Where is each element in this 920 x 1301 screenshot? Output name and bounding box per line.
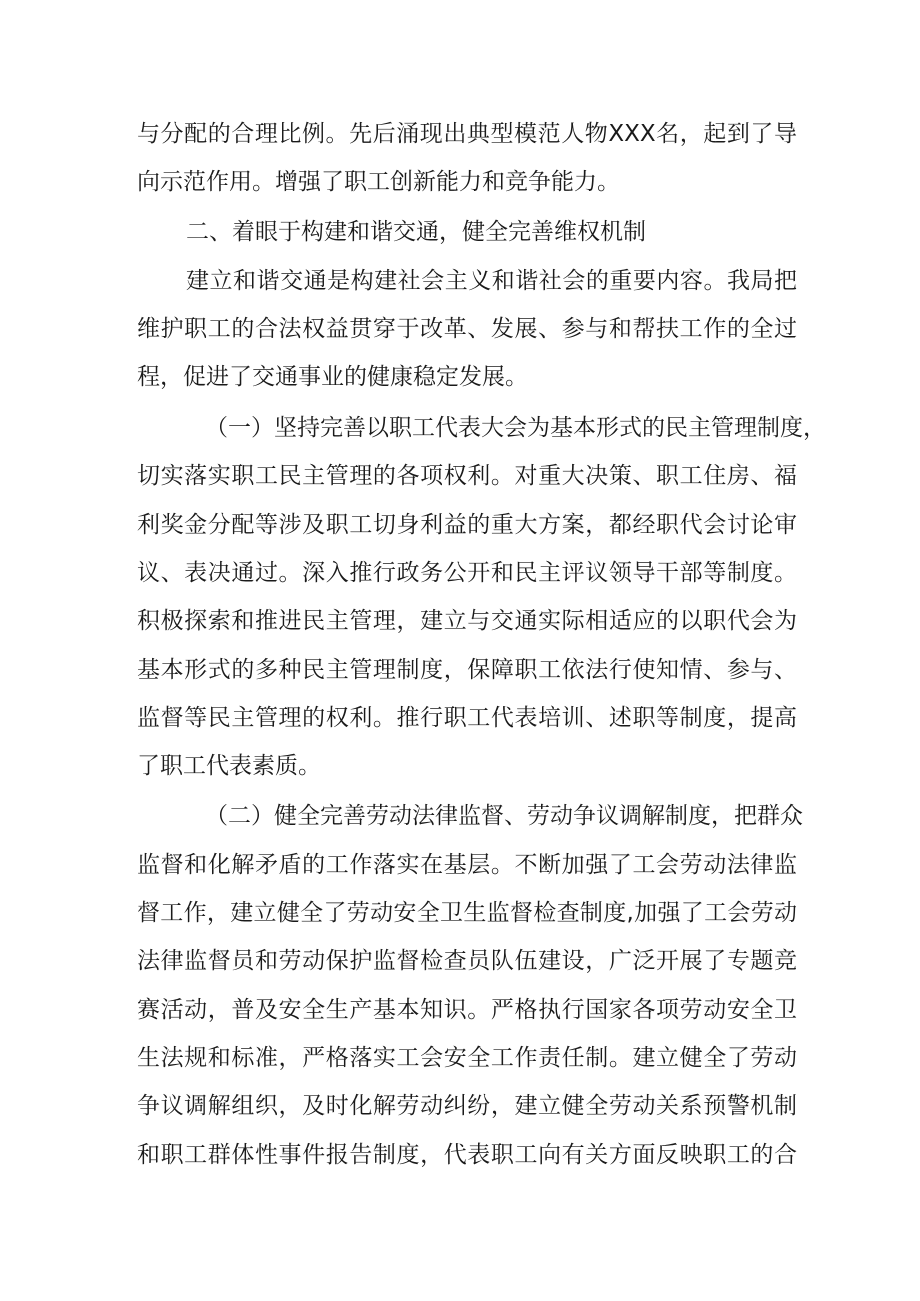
- text-line: 了职工代表素质。: [137, 753, 321, 779]
- text-line: 建立和谐交通是构建社会主义和谐社会的重要内容。我局把: [186, 268, 797, 294]
- text-line: 基本形式的多种民主管理制度，保障职工依法行使知情、参与、: [137, 657, 797, 683]
- text-line: 监督等民主管理的权利。推行职工代表培训、述职等制度，提高: [137, 705, 797, 731]
- text-line: 监督和化解矛盾的工作落实在基层。不断加强了工会劳动法律监: [137, 852, 797, 878]
- text-line: 利奖金分配等涉及职工切身利益的重大方案，都经职代会讨论审: [137, 512, 797, 538]
- section-heading: 二、着眼于构建和谐交通，健全完善维权机制: [186, 219, 646, 245]
- text-line: 切实落实职工民主管理的各项权利。对重大决策、职工住房、福: [137, 463, 797, 489]
- subsection-heading: （二）健全完善劳动法律监督、劳动争议调解制度，把群众: [205, 803, 803, 829]
- text-line: 赛活动，普及安全生产基本知识。严格执行国家各项劳动安全卫: [137, 997, 797, 1023]
- text-line: 争议调解组织，及时化解劳动纠纷，建立健全劳动关系预警机制: [137, 1093, 797, 1119]
- text-line: 积极探索和推进民主管理，建立与交通实际相适应的以职代会为: [137, 608, 797, 634]
- text-line: 议、表决通过。深入推行政务公开和民主评议领导干部等制度。: [137, 560, 797, 586]
- subsection-heading: （一）坚持完善以职工代表大会为基本形式的民主管理制度，: [205, 415, 826, 441]
- text-line: 维护职工的合法权益贯穿于改革、发展、参与和帮扶工作的全过: [137, 316, 797, 342]
- text-line: 生法规和标准，严格落实工会安全工作责任制。建立健全了劳动: [137, 1045, 797, 1071]
- text-line: 和职工群体性事件报告制度，代表职工向有关方面反映职工的合: [137, 1142, 797, 1168]
- text-line: 向示范作用。增强了职工创新能力和竞争能力。: [137, 169, 620, 195]
- text-line: 与分配的合理比例。先后涌现出典型模范人物XXX名，起到了导: [137, 121, 797, 147]
- text-line: 程，促进了交通事业的健康稳定发展。: [137, 364, 528, 390]
- text-line: 督工作，建立健全了劳动安全卫生监督检查制度,加强了工会劳动: [137, 900, 797, 926]
- text-line: 法律监督员和劳动保护监督检查员队伍建设，广泛开展了专题竞: [137, 948, 797, 974]
